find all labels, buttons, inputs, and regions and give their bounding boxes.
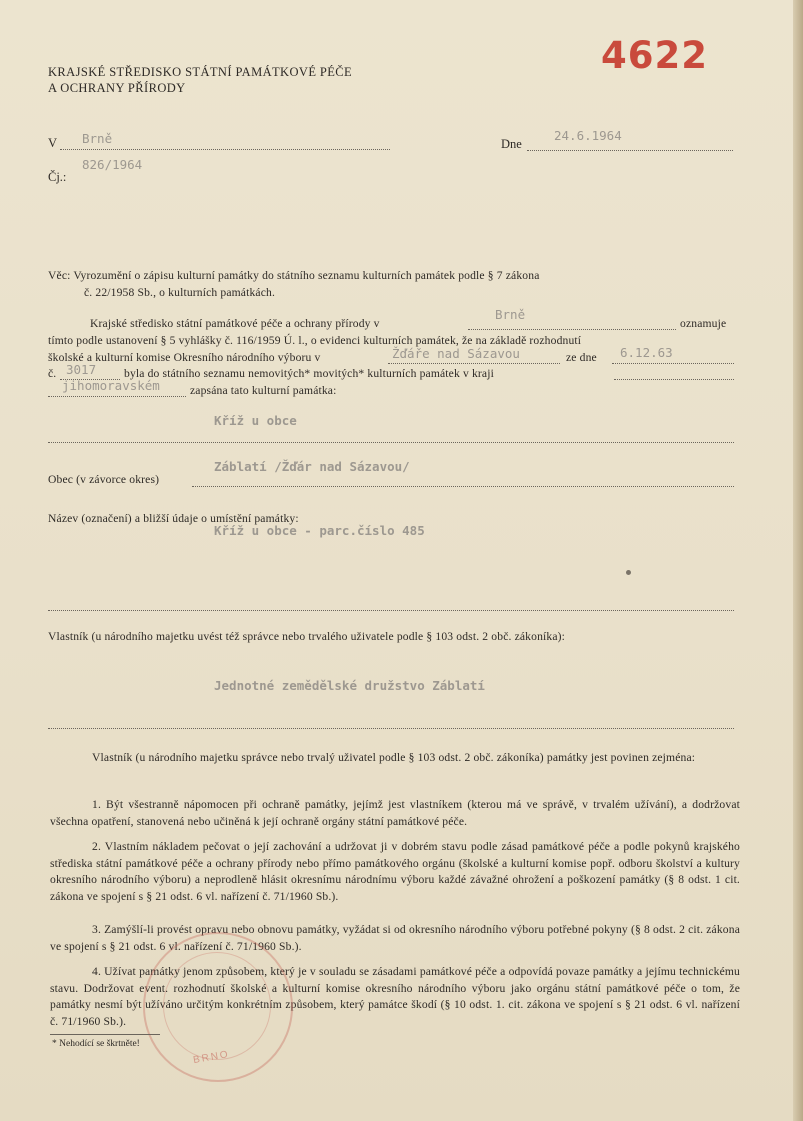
- intro-line4: byla do státního seznamu nemovitých* movitých* kulturních památek v kraji: [124, 367, 494, 380]
- intro-line3-fill: Žďáře nad Sázavou: [392, 346, 520, 361]
- office-seal: [143, 932, 293, 1082]
- nazev-line: [48, 610, 734, 611]
- footnote-rule: [50, 1034, 160, 1035]
- intro-line3-date-label: ze dne: [566, 351, 597, 364]
- subject-line2: č. 22/1958 Sb., o kulturních památkách.: [84, 286, 275, 299]
- intro-line1: Krajské středisko státní památkové péče a ochrany přírody v: [90, 317, 380, 330]
- org-name-line2: A OCHRANY PŘÍRODY: [48, 81, 186, 95]
- nazev-label: Název (označení) a bližší údaje o umístění památky:: [48, 512, 299, 525]
- place-value: Brně: [82, 131, 113, 146]
- subject-line1: Věc: Vyrozumění o zápisu kulturní památky do státního seznamu kulturních památek podle § 7 zákona: [48, 269, 540, 282]
- intro-line3-fill-line: [388, 363, 560, 364]
- monument-name-line: [48, 442, 734, 443]
- intro-line5-fill: jihomoravském: [62, 378, 160, 393]
- place-label: V: [48, 136, 58, 150]
- intro-line1-fill: Brně: [495, 307, 526, 322]
- place-line: [60, 149, 390, 150]
- obec-value: Záblatí /Žďár nad Sázavou/: [214, 459, 410, 474]
- obec-label: Obec (v závorce okres): [48, 473, 160, 486]
- duties-intro: Vlastník (u národního majetku správce nebo trvalý uživatel podle § 103 odst. 2 obč. zákoníka) památky jest povinen zejména:: [92, 751, 696, 764]
- intro-line2: tímto podle ustanovení § 5 vyhlášky č. 116/1959 Ú. l., o evidenci kulturních památek, že na základě rozhodnutí: [48, 334, 582, 347]
- intro-line3: školské a kulturní komise Okresního národního výboru v: [48, 351, 321, 364]
- date-value: 24.6.1964: [554, 128, 622, 143]
- date-label: Dne: [501, 137, 522, 151]
- footnote: * Nehodící se škrtněte!: [52, 1039, 140, 1049]
- ref-label: Čj.:: [48, 170, 67, 184]
- obec-line: [192, 486, 734, 487]
- registry-stamp-number: 4622: [601, 34, 708, 77]
- duty-item-1: 1. Být všestranně nápomocen při ochraně památky, jejímž jest vlastníkem (kterou má ve správě, v trvalém užívání), a dodržovat všechna opatření, stanovená nebo učiněná k její ochraně orgány státní památkové péče.: [50, 798, 740, 828]
- duty-item-4: 4. Užívat památky jenom způsobem, který je v souladu se zásadami památkové péče a odpovídá povaze památky a jejímu technickému stavu. Dodržovat event. rozhodnutí školské a kulturní komise okresního národního výboru jako orgánu státní památkové péče o tom, že památky nesmí být užíváno určitým konkrétním způsobem, který památce škodí (§ 10 odst. 1. cit. zákona ve spojení s § 21 odst. 6 vl. nařízení č. 71/1960 Sb.).: [50, 965, 740, 1028]
- nazev-value: Kříž u obce - parc.číslo 485: [214, 523, 425, 538]
- office-seal-inner-ring: [163, 952, 271, 1060]
- paper-edge: [793, 0, 803, 1121]
- intro-line3-date: 6.12.63: [620, 345, 673, 360]
- intro-line1-end: oznamuje: [680, 317, 727, 330]
- vlastnik-value: Jednotné zemědělské družstvo Záblatí: [214, 678, 485, 693]
- org-name-line1: KRAJSKÉ STŘEDISKO STÁTNÍ PAMÁTKOVÉ PÉČE: [48, 65, 353, 79]
- vlastnik-line: [48, 728, 734, 729]
- monument-name-value: Kříž u obce: [214, 413, 297, 428]
- intro-line4-end-line: [614, 379, 734, 380]
- duty-item-2: 2. Vlastním nákladem pečovat o její zachování a udržovat ji v dobrém stavu podle zásad památkové péče a podle pokynů krajského střediska státní památkové péče a ochrany přírody nebo přímo památkového orgánu (školské a kulturní komise popř. odboru školství a kultury okresního národního výboru) a neprodleně hlásit okresnímu národnímu výboru každé závažné ohrožení a poškození památky (§ 8 odst. 1 cit. zákona ve spojení s § 21 odst. 6 vl. nařízení č. 71/1960 Sb.).: [50, 840, 740, 903]
- intro-line3-date-line: [612, 363, 734, 364]
- date-line: [527, 150, 733, 151]
- intro-line5: zapsána tato kulturní památka:: [190, 384, 337, 397]
- ink-mark: [626, 570, 631, 575]
- duty-item-3: 3. Zamýšlí-li provést opravu nebo obnovu památky, vyžádat si od okresního národního výboru potřebné pokyny (§ 8 odst. 2 cit. zákona ve spojení s § 21 odst. 6 vl. nařízení č. 71/1960 Sb.).: [50, 923, 740, 953]
- intro-line4-fill: 3017: [66, 362, 97, 377]
- intro-line5-fill-line: [48, 396, 186, 397]
- vlastnik-label: Vlastník (u národního majetku uvést též správce nebo trvalého uživatele podle § 103 odst. 2 obč. zákoníka):: [48, 630, 566, 643]
- intro-line1-fill-line: [468, 329, 676, 330]
- intro-line4-label: č.: [48, 367, 57, 380]
- ref-value: 826/1964: [82, 157, 143, 172]
- office-seal-text: BRNO: [192, 1048, 231, 1067]
